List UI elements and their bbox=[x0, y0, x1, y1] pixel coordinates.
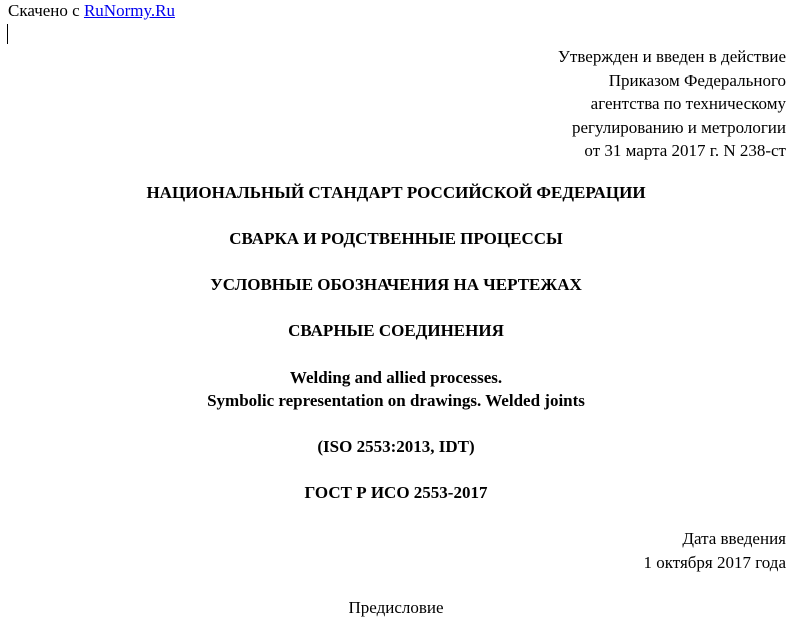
gost-designation: ГОСТ Р ИСО 2553-2017 bbox=[304, 483, 488, 502]
national-standard-heading: НАЦИОНАЛЬНЫЙ СТАНДАРТ РОССИЙСКОЙ ФЕДЕРАЦИИ bbox=[146, 183, 646, 202]
text-cursor bbox=[7, 24, 8, 44]
source-line bbox=[8, 1, 175, 21]
introduction-date-label: Дата введения bbox=[682, 529, 786, 548]
title-line-2: УСЛОВНЫЕ ОБОЗНАЧЕНИЯ НА ЧЕРТЕЖАХ bbox=[210, 275, 582, 294]
approval-line: Приказом Федерального bbox=[608, 70, 786, 90]
approval-line: Утвержден и введен в действие bbox=[557, 47, 786, 66]
source-prefix: Скачено с bbox=[8, 1, 84, 20]
introduction-date-block bbox=[643, 527, 786, 574]
runormy-link[interactable]: RuNormy.Ru bbox=[83, 1, 175, 20]
foreword-heading: Предисловие bbox=[348, 598, 444, 617]
introduction-date-value: 1 октября 2017 года bbox=[643, 552, 786, 572]
approval-line: регулированию и метрологии bbox=[571, 117, 786, 137]
title-line-3: СВАРНЫЕ СОЕДИНЕНИЯ bbox=[288, 321, 504, 340]
title-line-1: СВАРКА И РОДСТВЕННЫЕ ПРОЦЕССЫ bbox=[229, 229, 563, 248]
approval-line: от 31 марта 2017 г. N 238-ст bbox=[584, 141, 786, 160]
english-title-line-1: Welding and allied processes. bbox=[289, 368, 503, 387]
english-title-line-2: Symbolic representation on drawings. Welded joints bbox=[207, 391, 585, 410]
iso-reference: (ISO 2553:2013, IDT) bbox=[317, 437, 475, 456]
approval-block bbox=[558, 45, 786, 163]
approval-line: агентства по техническому bbox=[590, 94, 786, 113]
